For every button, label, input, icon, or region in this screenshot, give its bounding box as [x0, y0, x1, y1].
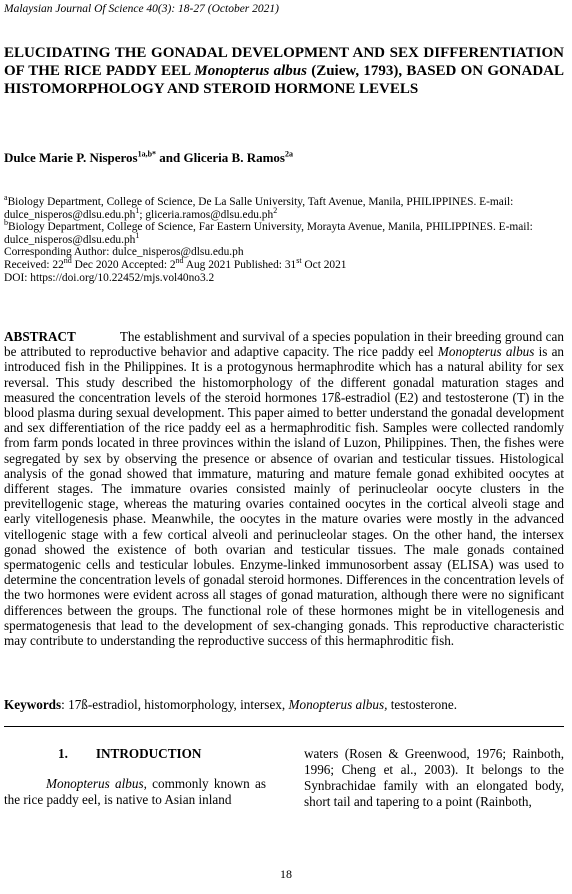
intro-heading — [4, 746, 266, 762]
email-link[interactable]: ; gliceria.ramos@dlsu.edu.ph — [139, 208, 274, 221]
affil-a-marker: a — [4, 193, 8, 203]
intro-text-col1: , commonly known as the rice paddy eel, is native to Asian inland — [4, 776, 267, 807]
title-part1: ELUCIDATING THE GONADAL DEVELOPMENT AND SEX DIFFERENTIATION OF THE RICE PADDY EEL — [4, 45, 564, 80]
accepted-date — [120, 256, 232, 271]
published-sup: st — [296, 256, 302, 266]
keywords — [4, 697, 457, 713]
page-number: 18 — [280, 867, 292, 881]
published-rest: Oct 2021 — [301, 258, 347, 271]
affiliations — [4, 193, 564, 284]
abstract-text-1: The establishment and survival of a species population in their breeding ground can be attributed to reproductive behavior and adaptive capacity. The rice paddy eel — [4, 329, 564, 360]
intro-column-1 — [4, 746, 266, 808]
affiliation-a — [4, 193, 564, 209]
abstract-species: Monopterus albus — [437, 344, 535, 360]
received-label: Received: 22 — [4, 258, 64, 271]
keywords-text-1: : 17ß-estradiol, histomorphology, intersex, — [61, 697, 286, 712]
title-part2: (Zuiew, 1793), BASED ON GONADAL HISTOMORPHOLOGY AND STEROID HORMONE LEVELS — [4, 63, 565, 98]
email-link[interactable]: dulce_nisperos@dlsu.edu.ph — [4, 233, 136, 246]
author-list — [4, 150, 293, 166]
email-marker: 1 — [135, 205, 140, 215]
doi-link[interactable]: DOI: https://doi.org/10.22452/mjs.vol40no3.2 — [4, 271, 215, 284]
author-1-affil: 1a,b* — [137, 149, 157, 159]
journal-header: Malaysian Journal Of Science 40(3): 18-27 (October 2021) — [4, 3, 279, 15]
received-date — [4, 256, 119, 271]
affiliation-a-emails — [4, 205, 564, 222]
paper-title — [4, 44, 564, 99]
intro-paragraph-start — [4, 776, 266, 808]
author-1: Dulce Marie P. Nisperos — [4, 150, 138, 165]
keywords-species: Monopterus albus, — [288, 697, 388, 712]
received-sup: nd — [63, 256, 72, 266]
author-2: Gliceria B. Ramos — [183, 150, 285, 165]
affiliation-b — [4, 218, 564, 234]
affiliation-b-email — [4, 230, 564, 247]
email-link[interactable]: dulce_nisperos@dlsu.edu.ph — [4, 208, 136, 221]
abstract-text-2: is an introduced fish in the Philippines. It is a protogynous hermaphrodite which has a natural ability for sex reversal. This study described the histomorphology of the different gonadal maturation stages and measured the concentration levels of the steroid hormones 17ß-estradiol (E2) and testosterone (T) in the blood plasma during sexual development. This paper aimed to better understand the gonadal development and sex differentiation of the rice paddy eel as a hermaphroditic fish. Samples were collected randomly from farm ponds located in three provinces within the island of Luzon, Philippines. Then, the fishes were segregated by sex by observing the presence or absence of ovarian and testicular tissues. Histological analysis of the gonad showed that immature, maturing and mature female gonad exhibited oocytes at different stages. The immature ovaries consisted mainly of perinucleolar oocyte clusters in the previtellogenic stage, whereas the maturing ovaries contained oocytes in the cortical alveoli stage and early vitellogenesis phase. Meanwhile, the oocytes in the mature ovaries were mostly in the advanced vitellogenic stage with a few cortical alveoli and perinucleolar stages. On the other hand, the intersex gonad showed the existence of both ovarian and testicular tissues. The male gonads contained spermatogenic cells and testicular lobules. Enzyme-linked immunosorbent assay (ELISA) was used to determine the concentration levels of gonadal steroid hormones. Differences in the concentration levels of the two hormones were evident across all stages of gonad maturation, although there were no significant differences between the groups. The functional role of these hormones might be in vitellogenesis and spermatogenesis that lead to the development of sex-changing gonads. This reproductive characteristic may contribute to understanding the reproductive success of this hermaphroditic fish. — [4, 344, 565, 649]
corresponding-author: Corresponding Author: dulce_nisperos@dlsu.edu.ph — [4, 246, 244, 259]
dates-row — [4, 256, 562, 272]
accepted-sup: nd — [175, 256, 184, 266]
author-2-affil: 2a — [284, 149, 293, 159]
affil-b-marker: b — [4, 218, 8, 228]
accepted-label: Accepted: 2 — [120, 258, 176, 271]
accepted-rest: Aug 2021 — [183, 258, 232, 271]
keywords-text-2: testosterone. — [390, 697, 457, 712]
received-rest: Dec 2020 — [71, 258, 119, 271]
abstract-heading: ABSTRACT — [4, 329, 76, 344]
published-label: Published: 31 — [233, 258, 297, 271]
abstract — [4, 329, 564, 648]
author-conjunction: and — [159, 150, 181, 165]
affil-a-text: Biology Department, College of Science, De La Salle University, Taft Avenue, Manila, PHILIPPINES. E-mail: — [7, 196, 514, 208]
intro-species: Monopterus albus — [46, 776, 144, 791]
intro-column-2: waters (Rosen & Greenwood, 1976; Rainboth, 1996; Cheng et al., 2003). It belongs to the Synbrachidae family with an elongated body, short tail and tapering to a point (Rainboth, — [304, 746, 564, 809]
title-species: Monopterus albus — [194, 63, 307, 80]
section-divider — [4, 726, 564, 727]
intro-number: 1. — [58, 746, 68, 761]
email-marker: 1 — [135, 230, 140, 240]
intro-heading-text: INTRODUCTION — [95, 746, 202, 761]
affil-b-text: Biology Department, College of Science, Far Eastern University, Morayta Avenue, Manila, PHILIPPINES. E-mail: — [8, 221, 533, 234]
keywords-label: Keywords — [4, 697, 62, 712]
email-marker: 2 — [273, 205, 278, 215]
published-date — [233, 256, 347, 271]
